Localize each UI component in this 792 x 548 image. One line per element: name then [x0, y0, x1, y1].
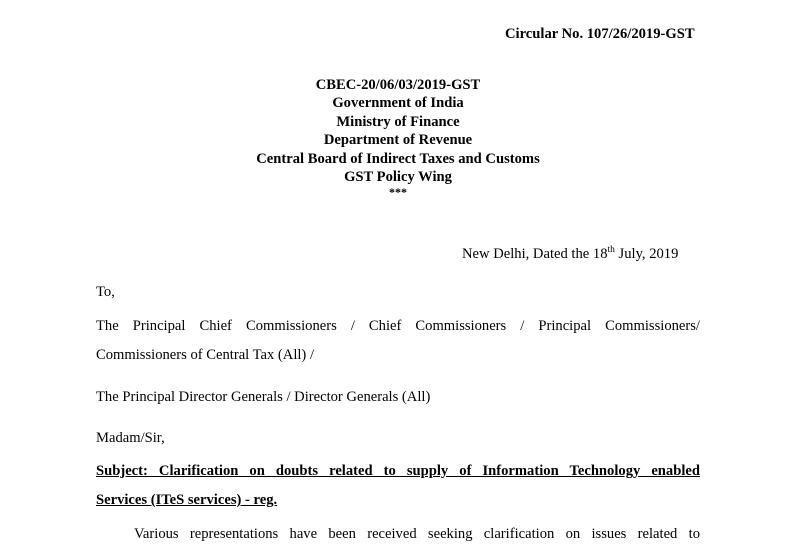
wing-name: GST Policy Wing [344, 169, 452, 186]
government-name: Government of India [332, 95, 464, 112]
subject-line-1: Subject: Clarification on doubts related to supply of Information Technology enabled [96, 463, 700, 479]
body-paragraph-1-line-1: Various representations have been received seeking clarification on issues related to [134, 526, 700, 542]
ministry-name: Ministry of Finance [336, 113, 460, 130]
date-rest: July, 2019 [614, 246, 679, 262]
addressee-line-1: The Principal Chief Commissioners / Chief Commissioners / Principal Commissioners/ [96, 318, 700, 334]
salutation: Madam/Sir, [96, 430, 165, 446]
addressee-line-2: Commissioners of Central Tax (All) / [96, 347, 314, 363]
date-ordinal-suffix: th [607, 245, 615, 255]
date-line [462, 246, 678, 263]
separator-stars: *** [389, 185, 407, 200]
department-name: Department of Revenue [323, 132, 473, 149]
date-prefix: New Delhi, Dated the 18 [462, 246, 608, 262]
letterhead [210, 76, 586, 198]
circular-number: Circular No. 107/26/2019-GST [505, 26, 695, 42]
addressee-line-3: The Principal Director Generals / Director Generals (All) [96, 389, 431, 405]
to-label: To, [96, 284, 115, 300]
subject-line-2: Services (ITeS services) - reg. [96, 492, 278, 508]
file-number: CBEC-20/06/03/2019-GST [315, 77, 481, 93]
board-name: Central Board of Indirect Taxes and Customs [256, 150, 540, 167]
